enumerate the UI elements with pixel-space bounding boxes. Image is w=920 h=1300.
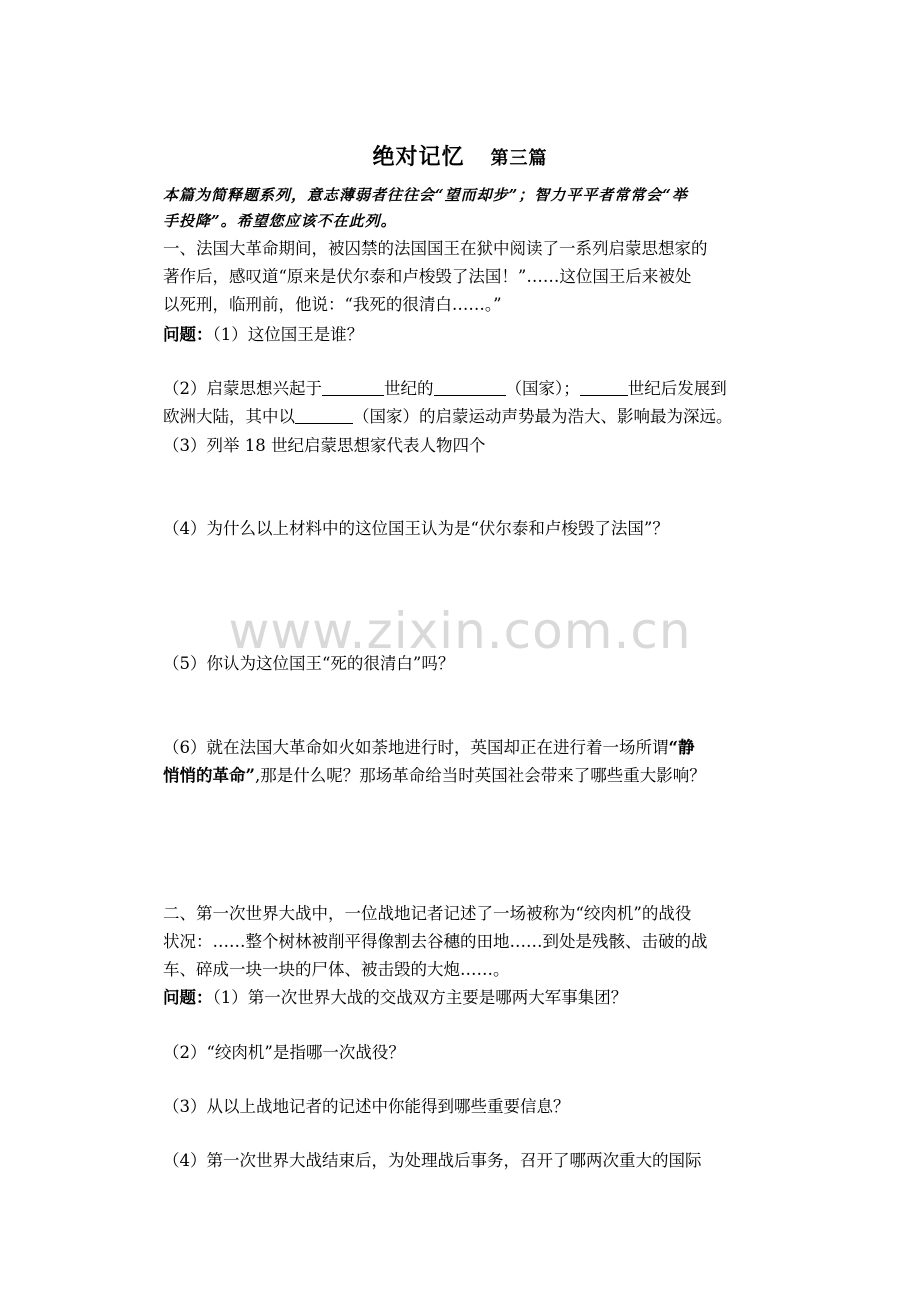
section2-question-1 (163, 985, 627, 1011)
section1-question-6-line-2 (163, 763, 706, 789)
section1-question-2-line-1 (163, 376, 727, 402)
section1-paragraph-line-3: 以死刑，临刑前，他说：“我死的很清白……。” (163, 295, 502, 314)
title-sub: 第三篇 (490, 148, 548, 169)
answer-blank[interactable] (434, 377, 506, 396)
question-text: 世纪的 (384, 379, 434, 398)
emphasis-text: “静 (668, 738, 695, 757)
intro-line-1: 本篇为简释题系列，意志薄弱者往往会“望而却步”；智力平平者常常会“举 (163, 186, 688, 204)
question-text: （2）启蒙思想兴起于 (163, 379, 322, 398)
question-text: （国家）； (505, 379, 580, 398)
question-label: 问题： (163, 325, 213, 344)
question-text: 世纪后发展到 (627, 379, 727, 398)
emphasis-text: 悄悄的革命” (163, 766, 255, 785)
question-text: ,那是什么呢？那场革命给当时英国社会带来了哪些重大影响？ (255, 766, 706, 785)
section1-question-1 (163, 322, 363, 348)
section2-question-3: （3）从以上战地记者的记述中你能得到哪些重要信息？ (163, 1097, 570, 1116)
section2-question-2: （2）“绞肉机”是指哪一次战役？ (163, 1043, 405, 1062)
section1-question-5: （5）你认为这位国王“死的很清白”吗？ (163, 654, 455, 673)
answer-blank[interactable] (322, 377, 384, 396)
section2-paragraph-line-1: 二、第一次世界大战中，一位战地记者记述了一场被称为“绞肉机”的战役 (163, 904, 692, 923)
section1-paragraph-line-1: 一、法国大革命期间，被囚禁的法国国王在狱中阅读了一系列启蒙思想家的 (163, 239, 708, 258)
section1-paragraph-line-2: 著作后，感叹道“原来是伏尔泰和卢梭毁了法国！”……这位国王后来被处 (163, 267, 692, 286)
answer-blank[interactable] (295, 405, 353, 424)
answer-blank[interactable] (580, 377, 628, 396)
question-text: （1）第一次世界大战的交战双方主要是哪两大军事集团？ (212, 988, 628, 1007)
section1-question-6-line-1 (163, 735, 695, 761)
section2-paragraph-line-3: 车、碎成一块一块的尸体、被击毁的大炮……。 (163, 960, 510, 979)
section2-paragraph-line-2: 状况：……整个树林被削平得像割去谷穗的田地……到处是残骸、击破的战 (163, 932, 708, 951)
section2-question-4: （4）第一次世界大战结束后，为处理战后事务，召开了哪两次重大的国际 (163, 1151, 702, 1170)
watermark: www.zixin.com.cn (228, 602, 692, 660)
question-label: 问题： (163, 988, 213, 1007)
question-text: （1）这位国王是谁？ (212, 325, 364, 344)
intro-line-2: 手投降”。希望您应该不在此列。 (163, 212, 397, 230)
question-text: 欧洲大陆，其中以 (163, 407, 295, 426)
page-title (0, 140, 920, 171)
question-text: （国家）的启蒙运动声势最为浩大、影响最为深远。 (353, 407, 733, 426)
title-main: 绝对记忆 (372, 145, 465, 170)
section1-question-4: （4）为什么以上材料中的这位国王认为是“伏尔泰和卢梭毁了法国”？ (163, 519, 669, 538)
section1-question-2-line-2 (163, 404, 733, 430)
question-text: （6）就在法国大革命如火如荼地进行时，英国却正在进行着一场所谓 (163, 738, 669, 757)
section1-question-3: （3）列举 18 世纪启蒙思想家代表人物四个 (163, 436, 486, 455)
